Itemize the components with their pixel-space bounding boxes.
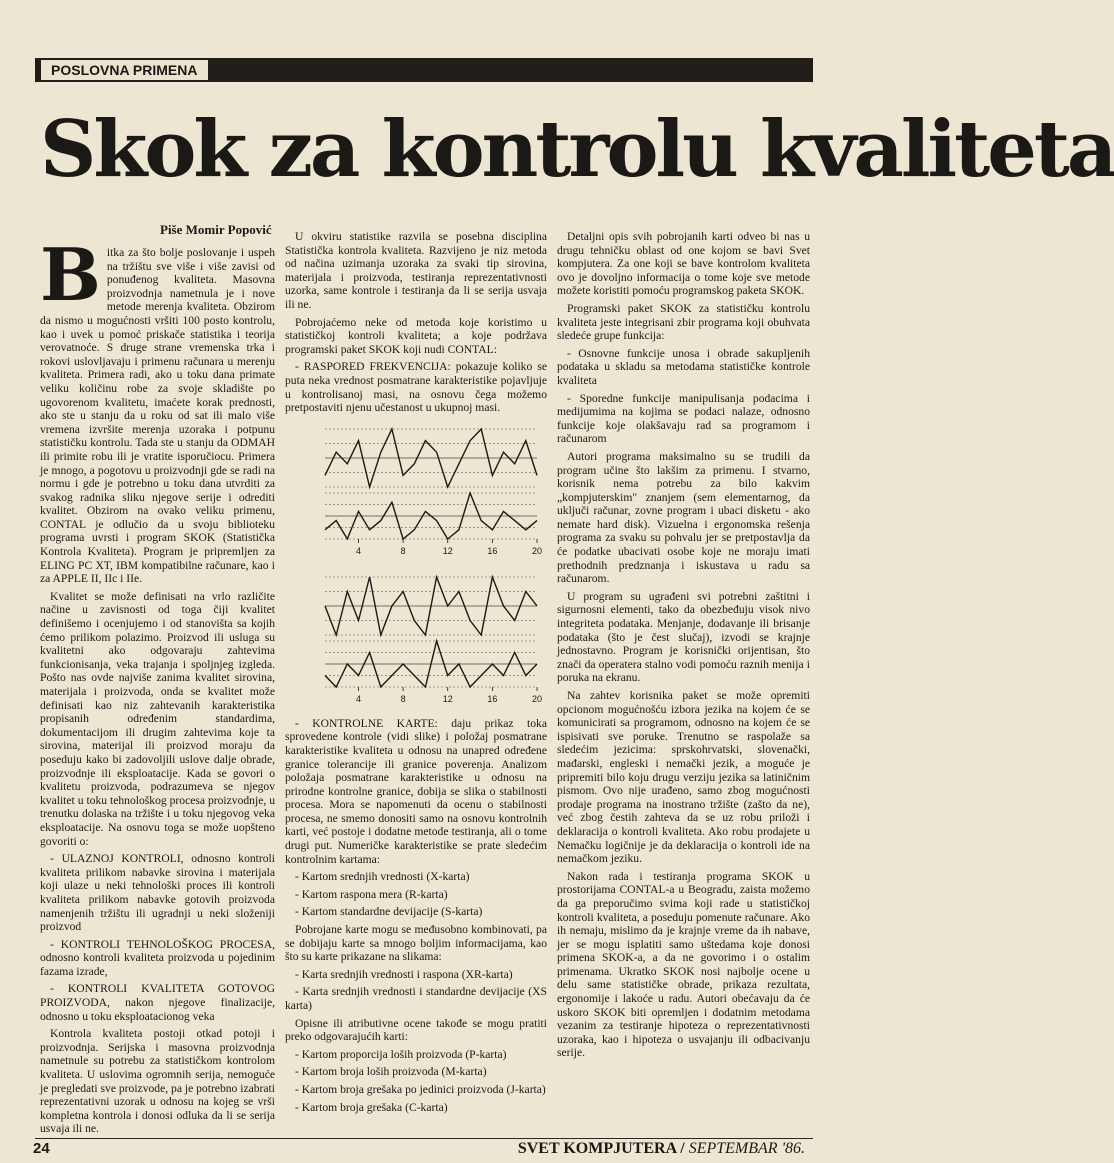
col3-para: Nakon rada i testiranja programa SKOK u prostorijama CONTAL-a u Beogradu, zaista možemo da ga preporučimo svima koji rade u statističkoj kontroli kvaliteta, a poseduju pomenute računare. Ako ih nemaju, mislimo da je krajnje vreme da ih nabave, jer se mogu isplatiti samo uštedama koje donosi primena SKOK-a, a da ne govorimo i o ostalim primenama. Ukratko SKOK nosi najbolje ocene u delu same statističke obrade, prikaza rezultata, ergonomije i lakoće u radu. Autori obećavaju da će uskoro SKOK biti opremljen i dodatnim metodama vezanim za testiranje hipoteza o reprezentativnosti uzoraka, kao i hipoteza o usvajanju ili odbacivanju serije.: [557, 869, 810, 1060]
x-tick-label: 8: [400, 693, 406, 704]
page-number: 24: [33, 1140, 50, 1157]
control-chart-1-svg: [285, 421, 547, 561]
col2-para: - KONTROLNE KARTE: daju prikaz toka sprovedene kontrole (vidi slike) i položaj posmatrane karakteristike kvaliteta u odnosu na unapred određene granice tolerancije ili granice poverenja. Analizom položaja posmatrane karakteristike u odnosu na prirodne kontrolne granice, dobija se slika o stabilnosti procesa. Mora se napomenuti da ocenu o stabilnosti procesa, ne smemo donositi samo na osnovu kontrolnih karti, već postoje i dodatne metode testiranja, ali o tome drugi put. Numeričke karakteristike se prate sledećim kontrolnim kartama:: [285, 716, 547, 866]
col2-para: Pobrojaćemo neke od metoda koje koristimo u statističkoj kontroli kvaliteta; a koje podržava programski paket SKOK koji nudi CONTAL:: [285, 315, 547, 356]
col3-para: - Sporedne funkcije manipulisanja podacima i medijumima na kojima se podaci nalaze, odnosno funkcije koje olakšavaju rad sa programom i računarom: [557, 391, 810, 446]
x-tick-label: 12: [442, 545, 453, 556]
section-header-bar: [35, 58, 813, 82]
control-chart-2: [285, 569, 547, 709]
x-tick-label: 20: [531, 545, 543, 556]
col2-para: - Kartom srednjih vrednosti (X-karta): [295, 870, 470, 884]
col3-para: Detaljni opis svih pobrojanih karti odveo bi nas u drugu tehničku oblast od one kojom se bavi Svet kompjutera. Za one koji se bave kontrolom kvaliteta ovo je dovoljno informacija o tome koje sve metode možete koristiti pomoću programskog paketa SKOK.: [557, 230, 810, 298]
x-tick-label: 16: [487, 545, 498, 556]
column-3: [557, 230, 810, 1131]
magazine-name: SVET KOMPJUTERA: [517, 1140, 677, 1157]
col2-para: U okviru statistike razvila se posebna disciplina Statistička kontrola kvaliteta. Razvijeno je niz metoda od načina uzimanja uzoraka za svaki tip sirovina, materijala i proizvoda, testiranja reprezentativnosti uzorka, same kontrole i testiranja da li se serija usvaja ili ne.: [285, 230, 547, 311]
column-2: [285, 230, 547, 1131]
col3-para: - Osnovne funkcije unosa i obrade sakupljenih podataka u skladu sa metodama statističke kontrole kvaliteta: [557, 346, 810, 387]
col1-para: itka za što bolje poslovanje i uspeh na tržištu sve više i više zavisi od ponuđenog kvaliteta. Masovna proizvodnja nametnula je i nove metode merenja kvaliteta. Obzirom da nismo u mogućnosti vršiti 100 posto kontrolu, kao i uvek u pomoć priskače statistika i teorija verovatnoće. S druge strane vremenska trka i rokovi uslovljavaju i primenu računara u merenju kvaliteta. Primera radi, ako u toku dana primate veliku količinu robe za svoje skladište po ugovorenom kvalitetu, imaćete korak prednosti, ako ste u stanju da u roku od sat ili malo više vremena izvršite merenja uzoraka i potpunu statističku kontrolu. Tada ste u stanju da ODMAH ili primite robu ili je vratite isporučiocu. Primera je mnogo, a pogotovu u proizvodnji gde se radi na normu i gde je potrebno u toku dana utvrditi za svakog radnika sliku njegove serije i odrediti kvalitet. Obzirom na ovako veliku primenu, CONTAL je odlučio da u svoju biblioteku programa uvrsti i program SKOK (Statistička Kontrola Kvaliteta). Program je pripremljen za ELING PC XT, IBM kompatibilne računare, kao i za APPLE II, IIc i IIe.: [40, 246, 275, 586]
col2-para: - Karta srednjih vrednosti i raspona (XR-karta): [295, 967, 513, 981]
col3-para: Autori programa maksimalno su se trudili da program učine što lakšim za primenu. I stvarno, korisnik nema potrebu za bilo kakvim „kompjuterskim" znanjem (sem elementarnog, da uključi računar, zovne program i ubaci disketu - ako nemate hard disk). Vizuelna i ergonomska rešenja programa za svaku su pohvalu jer se pretpostavlja da će podatke ubacivati osobe koje ne moraju imati prethodnih predznanja i iskustava u radu sa računarom.: [557, 449, 810, 586]
col3-para: U program su ugrađeni svi potrebni zaštitni i sigurnosni elementi, tako da obezbeđuju visok nivo integriteta podataka. Menjanje, dodavanje ili brisanje podataka (što je čest slučaj), izvodi se krajnje jednostavno. Program je korisnički orijentisan, što znači da operatera stalno vodi pomoću raznih menija i poruka na ekranu.: [557, 589, 810, 685]
col2-para: - Kartom proporcija loših proizvoda (P-karta): [295, 1047, 507, 1061]
col1-para: - KONTROLI TEHNOLOŠKOG PROCESA, odnosno kontroli kvaliteta proizvoda u pojedinim fazama izrade,: [40, 937, 275, 978]
col1-para: - ULAZNOJ KONTROLI, odnosno kontroli kvaliteta prilikom nabavke sirovina i materijala koji ulaze u neki tehnološki proces ili kontroli kvaliteta prilikom nabavke gotovih proizvoda namenjenih tržištu ili ugradnji u neki složeniji proizvod: [40, 852, 275, 934]
col2-para: - Kartom broja grešaka po jedinici proizvoda (J-karta): [295, 1082, 546, 1096]
footer-rule: [35, 1138, 813, 1139]
col3-para: Programski paket SKOK za statističku kontrolu kvaliteta jeste integrisani zbir programa koji obuhvata sledeće grupe funkcija:: [557, 301, 810, 343]
col2-para: - Kartom raspona mera (R-karta): [295, 887, 448, 901]
col1-para: Kvalitet se može definisati na vrlo različite načine u zavisnosti od toga čiji kvalitet definišemo i ocenjujemo i od stanovišta sa kojih ćemo prilikom polazimo. Proizvod ili usluga su kvalitetni ako odgovaraju zahtevima funkcionisanja, veka trajanja i spoljnjeg izgleda. Pošto nas ovde najviše zanima kvalitet sirovina, materijala i proizvoda, onda se kvalitet može definisati kao niz zahtevanih karakteristika propisanih određenim standardima, dokumentacijom ili drugim zahtevima koje ta sirovina, materijal ili proizvod moraju da poseduju kako bi zadovoljili uslove dalje obrade, proizvodnje ili eksploatacije. Kada se govori o kvalitetu proizvoda, podrazumeva se njegov kvalitet u toku tehnološkog procesa proizvodnje, u trenutku dolaska na tržište i u toku njegovog veka eksploatacije. Na osnovu toga se može uopšteno govoriti o:: [40, 589, 275, 848]
x-tick-label: 4: [355, 693, 361, 704]
col1-para: - KONTROLI KVALITETA GOTOVOG PROIZVODA, nakon njegove finalizacije, odnosno u toku eksploatacionog veka: [40, 982, 275, 1023]
col2-para: Opisne ili atributivne ocene takođe se mogu pratiti preko odgovarajućih karti:: [285, 1016, 547, 1044]
magazine-footer: SVET KOMPJUTERA / SEPTEMBAR '86.: [517, 1140, 805, 1157]
x-tick-label: 8: [400, 545, 406, 556]
section-label: POSLOVNA PRIMENA: [41, 60, 208, 80]
col2-para: Pobrojane karte mogu se međusobno kombinovati, pa se dobijaju karte sa mnogo boljim informacijama, kao što su karte prikazane na slikama:: [285, 923, 547, 964]
col3-para: Na zahtev korisnika paket se može opremiti opcionom mogućnošću izbora jezika na kojem će se komunicirati sa programom, odnosno na kojem će se ispisivati sve poruke. Trenutno se raspolaže sa sledećim jezicima: sprskohrvatski, slovenački, mađarski, engleski i nemački jezik, a moguće je pripremiti bilo koju drugu verziju jezika sa latiničnim pismom. Ovo nije urađeno, samo zbog mogućnosti prodaje programa na inostrano tržište (zašto da ne), već zbog čestih zahteva da se uz robu priloži i deklaracija o kontroli kvaliteta. Ako robu prodajete u Nemačku logičnije je da deklaracija o kontroli ide na nemačkom jeziku.: [557, 689, 810, 866]
article-byline: Piše Momir Popović: [160, 222, 272, 237]
control-chart-1: [285, 421, 547, 561]
col2-para: - Kartom standardne devijacije (S-karta): [295, 905, 483, 919]
article-headline: Skok za kontrolu kvaliteta: [40, 104, 1114, 195]
issue-date: SEPTEMBAR '86.: [688, 1140, 805, 1157]
dropcap: B: [40, 232, 101, 317]
control-chart-2-svg: [285, 569, 547, 709]
col2-para: - RASPORED FREKVENCIJA: pokazuje koliko se puta neka vrednost posmatrane karakteristike pojavljuje u kontrolisanoj masi, na osnovu čega možemo pretpostaviti njenu učestanost u ukupnoj masi.: [285, 360, 547, 415]
col2-para: - Kartom broja grešaka (C-karta): [295, 1100, 448, 1114]
x-tick-label: 4: [355, 545, 361, 556]
column-1: [40, 232, 275, 1136]
col2-para: - Karta srednjih vrednosti i standardne devijacije (XS karta): [285, 985, 547, 1012]
x-tick-label: 20: [531, 693, 543, 704]
col1-para: Kontrola kvaliteta postoji otkad potoji i proizvodnja. Serijska i masovna proizvodnja nametnule su potrebu za statističkom kontrolom kvaliteta. U uslovima ogromnih serija, nemoguće je pregledati sve proizvode, pa je potrebno izabrati reprezentativni uzorak u odnosu na kojeg se vrši kompletna kontrola i donosi odluka da li se serija usvaja ili ne.: [40, 1027, 275, 1136]
col2-para: - Kartom broja loših proizvoda (M-karta): [295, 1065, 487, 1079]
x-tick-label: 16: [487, 693, 498, 704]
x-tick-label: 12: [442, 693, 453, 704]
